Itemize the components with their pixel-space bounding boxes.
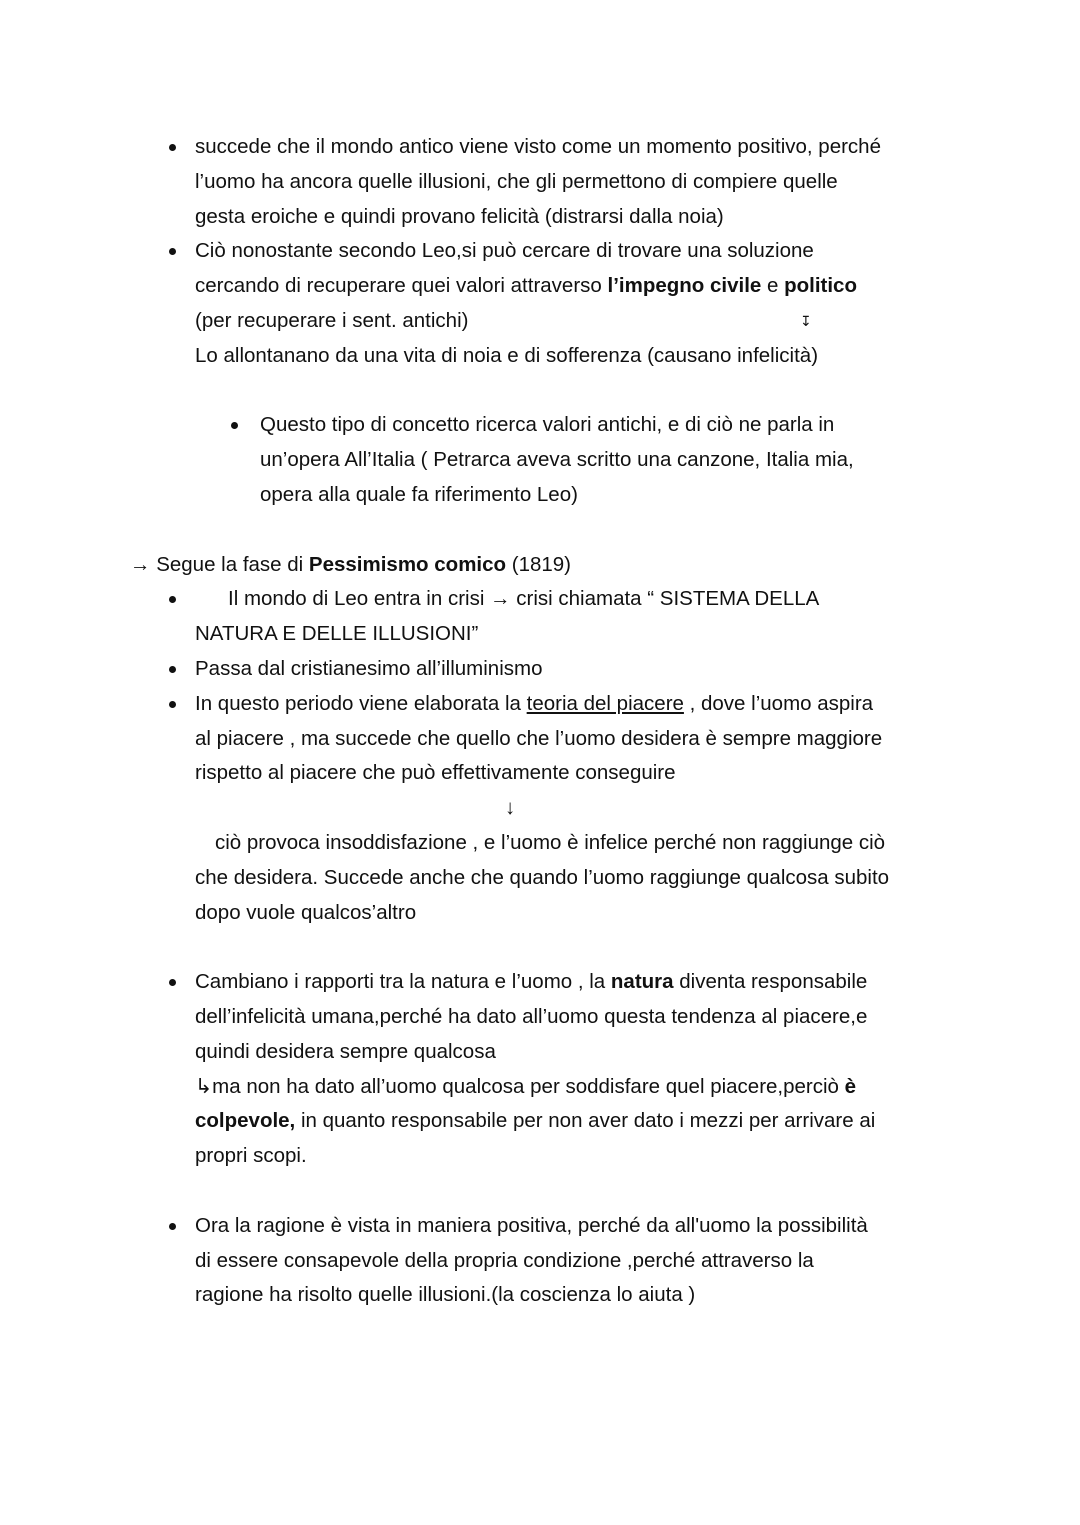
down-arrow-icon: ↧ bbox=[800, 312, 812, 329]
text-line bbox=[0, 200, 1080, 235]
text-line bbox=[0, 582, 1080, 617]
text-line bbox=[0, 234, 1080, 269]
bold-text: Pessimismo comico bbox=[308, 552, 507, 576]
bold-text: politico bbox=[784, 274, 857, 298]
text-line bbox=[0, 130, 1080, 165]
text-line bbox=[0, 269, 1080, 304]
text-segment: succede che il mondo antico viene visto come un momento positivo, perché bbox=[195, 135, 881, 158]
text-line bbox=[0, 1104, 1080, 1139]
text-line bbox=[0, 408, 1080, 443]
text-line bbox=[0, 1244, 1080, 1279]
text-segment: e bbox=[761, 274, 785, 298]
text-segment: dopo vuole qualcos’altro bbox=[195, 900, 417, 924]
text-line bbox=[0, 722, 1080, 757]
text-segment: ragione ha risolto quelle illusioni.(la coscienza lo aiuta ) bbox=[195, 1283, 696, 1307]
text-line bbox=[0, 791, 1080, 826]
blank-line bbox=[0, 1174, 1080, 1209]
text-line bbox=[0, 861, 1080, 896]
text-segment: l’uomo ha ancora quelle illusioni, che gli permettono di compiere quelle bbox=[195, 169, 838, 193]
bold-text: natura bbox=[610, 970, 674, 994]
text-line bbox=[0, 896, 1080, 931]
text-line bbox=[0, 965, 1080, 1000]
blank-line bbox=[0, 513, 1080, 548]
text-segment: di essere consapevole della propria condizione ,perché attraverso la bbox=[195, 1248, 814, 1272]
text-line bbox=[0, 617, 1080, 652]
text-line bbox=[0, 548, 1080, 583]
bold-text: è bbox=[844, 1074, 857, 1098]
text-line bbox=[0, 1209, 1080, 1244]
text-segment: opera alla quale fa riferimento Leo) bbox=[260, 482, 578, 506]
text-segment: (1819) bbox=[506, 552, 572, 576]
text-segment: In questo periodo viene elaborata la bbox=[195, 691, 527, 715]
text-segment: cercando di recuperare quei valori attraverso bbox=[195, 274, 608, 298]
text-segment: Ciò nonostante secondo Leo,si può cercare di trovare una soluzione bbox=[195, 239, 814, 263]
text-line bbox=[0, 1070, 1080, 1105]
text-segment: propri scopi. bbox=[195, 1144, 307, 1168]
text-segment: che desidera. Succede anche che quando l’uomo raggiunge qualcosa subito bbox=[195, 865, 890, 889]
text-segment: un’opera All’Italia ( Petrarca aveva scritto una canzone, Italia mia, bbox=[260, 448, 854, 472]
text-line bbox=[0, 687, 1080, 722]
underlined-text: teoria del piacere bbox=[526, 691, 684, 715]
text-line bbox=[0, 165, 1080, 200]
text-line bbox=[0, 1278, 1080, 1313]
text-segment: Passa dal cristianesimo all’illuminismo bbox=[195, 656, 543, 680]
text-segment: diventa responsabile bbox=[673, 970, 868, 994]
text-line bbox=[0, 1035, 1080, 1070]
bold-text: l’impegno civile bbox=[607, 274, 762, 298]
blank-line bbox=[0, 374, 1080, 409]
text-segment: NATURA E DELLE ILLUSIONI” bbox=[195, 622, 479, 646]
text-line bbox=[0, 1000, 1080, 1035]
text-line bbox=[0, 756, 1080, 791]
text-line bbox=[0, 478, 1080, 513]
text-line bbox=[0, 304, 1080, 339]
text-segment: Cambiano i rapporti tra la natura e l’uomo , la bbox=[195, 970, 611, 994]
text-segment: Questo tipo di concetto ricerca valori antichi, e di ciò ne parla in bbox=[260, 413, 835, 437]
text-segment: ↓ bbox=[505, 796, 516, 820]
text-segment: Lo allontanano da una vita di noia e di sofferenza (causano infelicità) bbox=[195, 343, 819, 367]
text-segment: Ora la ragione è vista in maniera positiva, perché da all'uomo la possibilità bbox=[195, 1213, 868, 1237]
text-segment: ciò provoca insoddisfazione , e l’uomo è infelice perché non raggiunge ciò bbox=[215, 830, 886, 854]
text-segment: quindi desidera sempre qualcosa bbox=[195, 1039, 496, 1063]
text-segment: dell’infelicità umana,perché ha dato all’uomo questa tendenza al piacere,e bbox=[195, 1004, 868, 1028]
text-segment: al piacere , ma succede che quello che l’uomo desidera è sempre maggiore bbox=[195, 726, 883, 750]
bold-text: colpevole, bbox=[195, 1109, 296, 1133]
text-segment: → Segue la fase di bbox=[130, 552, 309, 576]
text-segment: rispetto al piacere che può effettivamente conseguire bbox=[195, 761, 676, 785]
text-segment: in quanto responsabile per non aver dato i mezzi per arrivare ai bbox=[295, 1109, 876, 1133]
text-segment: gesta eroiche e quindi provano felicità (distrarsi dalla noia) bbox=[195, 204, 724, 228]
text-line bbox=[0, 652, 1080, 687]
blank-line bbox=[0, 930, 1080, 965]
text-line bbox=[0, 1139, 1080, 1174]
text-line bbox=[0, 443, 1080, 478]
document-page bbox=[0, 130, 1080, 1313]
text-segment: (per recuperare i sent. antichi) bbox=[195, 308, 469, 332]
text-segment: Il mondo di Leo entra in crisi → crisi chiamata “ SISTEMA DELLA bbox=[228, 587, 820, 611]
text-segment: , dove l’uomo aspira bbox=[683, 691, 874, 715]
text-line bbox=[0, 339, 1080, 374]
text-segment: ↳ma non ha dato all’uomo qualcosa per soddisfare quel piacere,perciò bbox=[195, 1074, 845, 1098]
text-line bbox=[0, 826, 1080, 861]
